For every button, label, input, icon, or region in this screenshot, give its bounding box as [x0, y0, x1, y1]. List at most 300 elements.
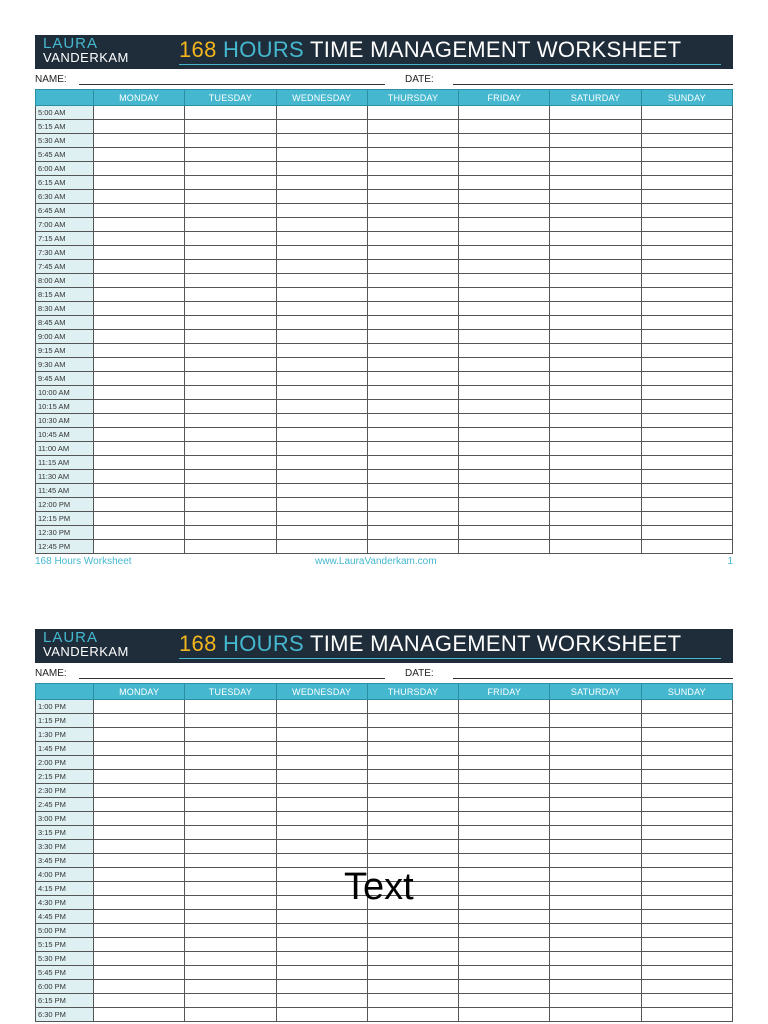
schedule-cell-friday[interactable]: [459, 924, 550, 938]
schedule-cell-friday[interactable]: [459, 540, 550, 554]
schedule-cell-sunday[interactable]: [641, 700, 732, 714]
schedule-cell-tuesday[interactable]: [185, 966, 276, 980]
schedule-cell-wednesday[interactable]: [276, 190, 367, 204]
schedule-cell-sunday[interactable]: [641, 134, 732, 148]
schedule-cell-sunday[interactable]: [641, 1008, 732, 1022]
schedule-cell-saturday[interactable]: [550, 400, 641, 414]
schedule-cell-saturday[interactable]: [550, 980, 641, 994]
schedule-cell-saturday[interactable]: [550, 700, 641, 714]
schedule-cell-tuesday[interactable]: [185, 260, 276, 274]
schedule-cell-friday[interactable]: [459, 456, 550, 470]
schedule-cell-tuesday[interactable]: [185, 714, 276, 728]
schedule-cell-monday[interactable]: [94, 246, 185, 260]
schedule-cell-monday[interactable]: [94, 980, 185, 994]
schedule-cell-monday[interactable]: [94, 714, 185, 728]
schedule-cell-tuesday[interactable]: [185, 756, 276, 770]
schedule-cell-monday[interactable]: [94, 162, 185, 176]
schedule-cell-wednesday[interactable]: [276, 840, 367, 854]
schedule-cell-wednesday[interactable]: [276, 400, 367, 414]
schedule-cell-monday[interactable]: [94, 700, 185, 714]
schedule-cell-monday[interactable]: [94, 274, 185, 288]
schedule-cell-wednesday[interactable]: [276, 330, 367, 344]
schedule-cell-thursday[interactable]: [367, 302, 458, 316]
schedule-cell-friday[interactable]: [459, 868, 550, 882]
schedule-cell-tuesday[interactable]: [185, 176, 276, 190]
schedule-cell-tuesday[interactable]: [185, 442, 276, 456]
schedule-cell-monday[interactable]: [94, 924, 185, 938]
schedule-cell-tuesday[interactable]: [185, 428, 276, 442]
schedule-cell-friday[interactable]: [459, 162, 550, 176]
schedule-cell-wednesday[interactable]: [276, 316, 367, 330]
schedule-cell-sunday[interactable]: [641, 484, 732, 498]
schedule-cell-wednesday[interactable]: [276, 784, 367, 798]
schedule-cell-tuesday[interactable]: [185, 302, 276, 316]
schedule-cell-tuesday[interactable]: [185, 288, 276, 302]
schedule-cell-friday[interactable]: [459, 840, 550, 854]
schedule-cell-sunday[interactable]: [641, 924, 732, 938]
schedule-cell-sunday[interactable]: [641, 218, 732, 232]
schedule-cell-monday[interactable]: [94, 386, 185, 400]
schedule-cell-monday[interactable]: [94, 840, 185, 854]
schedule-cell-thursday[interactable]: [367, 840, 458, 854]
schedule-cell-friday[interactable]: [459, 134, 550, 148]
schedule-cell-wednesday[interactable]: [276, 1008, 367, 1022]
schedule-cell-monday[interactable]: [94, 826, 185, 840]
schedule-cell-saturday[interactable]: [550, 868, 641, 882]
schedule-cell-thursday[interactable]: [367, 812, 458, 826]
schedule-cell-thursday[interactable]: [367, 260, 458, 274]
schedule-cell-tuesday[interactable]: [185, 148, 276, 162]
schedule-cell-thursday[interactable]: [367, 428, 458, 442]
schedule-cell-saturday[interactable]: [550, 386, 641, 400]
schedule-cell-wednesday[interactable]: [276, 980, 367, 994]
schedule-cell-thursday[interactable]: [367, 966, 458, 980]
schedule-cell-wednesday[interactable]: [276, 302, 367, 316]
footer-website-link[interactable]: www.LauraVanderkam.com: [315, 556, 437, 567]
schedule-cell-tuesday[interactable]: [185, 120, 276, 134]
schedule-cell-monday[interactable]: [94, 966, 185, 980]
schedule-cell-thursday[interactable]: [367, 190, 458, 204]
schedule-cell-thursday[interactable]: [367, 386, 458, 400]
schedule-cell-monday[interactable]: [94, 120, 185, 134]
schedule-cell-sunday[interactable]: [641, 770, 732, 784]
schedule-cell-thursday[interactable]: [367, 980, 458, 994]
schedule-cell-monday[interactable]: [94, 1008, 185, 1022]
schedule-cell-saturday[interactable]: [550, 134, 641, 148]
schedule-cell-friday[interactable]: [459, 484, 550, 498]
schedule-cell-thursday[interactable]: [367, 204, 458, 218]
schedule-cell-saturday[interactable]: [550, 372, 641, 386]
schedule-cell-tuesday[interactable]: [185, 204, 276, 218]
schedule-cell-friday[interactable]: [459, 910, 550, 924]
schedule-cell-wednesday[interactable]: [276, 812, 367, 826]
schedule-cell-thursday[interactable]: [367, 330, 458, 344]
schedule-cell-saturday[interactable]: [550, 316, 641, 330]
schedule-cell-sunday[interactable]: [641, 414, 732, 428]
schedule-cell-friday[interactable]: [459, 428, 550, 442]
schedule-cell-saturday[interactable]: [550, 204, 641, 218]
schedule-cell-thursday[interactable]: [367, 372, 458, 386]
schedule-cell-saturday[interactable]: [550, 442, 641, 456]
schedule-cell-tuesday[interactable]: [185, 372, 276, 386]
name-field[interactable]: [79, 84, 385, 85]
schedule-cell-friday[interactable]: [459, 770, 550, 784]
schedule-cell-thursday[interactable]: [367, 798, 458, 812]
schedule-cell-sunday[interactable]: [641, 854, 732, 868]
schedule-cell-saturday[interactable]: [550, 896, 641, 910]
schedule-cell-wednesday[interactable]: [276, 540, 367, 554]
schedule-cell-tuesday[interactable]: [185, 952, 276, 966]
schedule-cell-thursday[interactable]: [367, 512, 458, 526]
schedule-cell-monday[interactable]: [94, 938, 185, 952]
schedule-cell-saturday[interactable]: [550, 148, 641, 162]
schedule-cell-sunday[interactable]: [641, 428, 732, 442]
schedule-cell-monday[interactable]: [94, 526, 185, 540]
schedule-cell-wednesday[interactable]: [276, 148, 367, 162]
schedule-cell-monday[interactable]: [94, 400, 185, 414]
schedule-cell-wednesday[interactable]: [276, 952, 367, 966]
schedule-cell-wednesday[interactable]: [276, 526, 367, 540]
schedule-cell-wednesday[interactable]: [276, 470, 367, 484]
schedule-cell-sunday[interactable]: [641, 400, 732, 414]
schedule-cell-tuesday[interactable]: [185, 700, 276, 714]
schedule-cell-tuesday[interactable]: [185, 882, 276, 896]
schedule-cell-wednesday[interactable]: [276, 484, 367, 498]
schedule-cell-thursday[interactable]: [367, 316, 458, 330]
schedule-cell-monday[interactable]: [94, 868, 185, 882]
schedule-cell-sunday[interactable]: [641, 232, 732, 246]
schedule-cell-friday[interactable]: [459, 204, 550, 218]
schedule-cell-thursday[interactable]: [367, 344, 458, 358]
schedule-cell-saturday[interactable]: [550, 966, 641, 980]
schedule-cell-tuesday[interactable]: [185, 540, 276, 554]
schedule-cell-thursday[interactable]: [367, 400, 458, 414]
schedule-cell-tuesday[interactable]: [185, 910, 276, 924]
date-field[interactable]: [453, 84, 733, 85]
schedule-cell-thursday[interactable]: [367, 526, 458, 540]
schedule-cell-thursday[interactable]: [367, 700, 458, 714]
schedule-cell-friday[interactable]: [459, 952, 550, 966]
schedule-cell-monday[interactable]: [94, 232, 185, 246]
schedule-cell-tuesday[interactable]: [185, 938, 276, 952]
schedule-cell-friday[interactable]: [459, 120, 550, 134]
schedule-cell-monday[interactable]: [94, 148, 185, 162]
schedule-cell-wednesday[interactable]: [276, 232, 367, 246]
schedule-cell-saturday[interactable]: [550, 840, 641, 854]
schedule-cell-thursday[interactable]: [367, 148, 458, 162]
schedule-cell-friday[interactable]: [459, 896, 550, 910]
schedule-cell-monday[interactable]: [94, 742, 185, 756]
schedule-cell-tuesday[interactable]: [185, 526, 276, 540]
schedule-cell-thursday[interactable]: [367, 1008, 458, 1022]
schedule-cell-saturday[interactable]: [550, 512, 641, 526]
schedule-cell-thursday[interactable]: [367, 910, 458, 924]
schedule-cell-sunday[interactable]: [641, 728, 732, 742]
schedule-cell-friday[interactable]: [459, 232, 550, 246]
schedule-cell-friday[interactable]: [459, 316, 550, 330]
schedule-cell-thursday[interactable]: [367, 176, 458, 190]
schedule-cell-sunday[interactable]: [641, 358, 732, 372]
schedule-cell-saturday[interactable]: [550, 232, 641, 246]
schedule-cell-sunday[interactable]: [641, 316, 732, 330]
schedule-cell-saturday[interactable]: [550, 526, 641, 540]
schedule-cell-tuesday[interactable]: [185, 896, 276, 910]
schedule-cell-monday[interactable]: [94, 512, 185, 526]
schedule-cell-monday[interactable]: [94, 770, 185, 784]
schedule-cell-sunday[interactable]: [641, 120, 732, 134]
schedule-cell-wednesday[interactable]: [276, 344, 367, 358]
schedule-cell-friday[interactable]: [459, 1008, 550, 1022]
schedule-cell-friday[interactable]: [459, 442, 550, 456]
schedule-cell-tuesday[interactable]: [185, 246, 276, 260]
schedule-cell-saturday[interactable]: [550, 120, 641, 134]
schedule-cell-monday[interactable]: [94, 498, 185, 512]
schedule-cell-tuesday[interactable]: [185, 742, 276, 756]
schedule-cell-sunday[interactable]: [641, 302, 732, 316]
schedule-cell-sunday[interactable]: [641, 330, 732, 344]
schedule-cell-friday[interactable]: [459, 274, 550, 288]
schedule-cell-sunday[interactable]: [641, 260, 732, 274]
schedule-cell-tuesday[interactable]: [185, 798, 276, 812]
schedule-cell-saturday[interactable]: [550, 770, 641, 784]
schedule-cell-sunday[interactable]: [641, 526, 732, 540]
schedule-cell-tuesday[interactable]: [185, 498, 276, 512]
schedule-cell-sunday[interactable]: [641, 938, 732, 952]
schedule-cell-monday[interactable]: [94, 784, 185, 798]
schedule-cell-monday[interactable]: [94, 896, 185, 910]
schedule-cell-saturday[interactable]: [550, 358, 641, 372]
schedule-cell-thursday[interactable]: [367, 442, 458, 456]
schedule-cell-friday[interactable]: [459, 176, 550, 190]
schedule-cell-sunday[interactable]: [641, 826, 732, 840]
schedule-cell-tuesday[interactable]: [185, 274, 276, 288]
schedule-cell-saturday[interactable]: [550, 784, 641, 798]
schedule-cell-sunday[interactable]: [641, 246, 732, 260]
schedule-cell-friday[interactable]: [459, 512, 550, 526]
schedule-cell-saturday[interactable]: [550, 190, 641, 204]
schedule-cell-saturday[interactable]: [550, 484, 641, 498]
schedule-cell-monday[interactable]: [94, 484, 185, 498]
schedule-cell-wednesday[interactable]: [276, 134, 367, 148]
schedule-cell-friday[interactable]: [459, 700, 550, 714]
schedule-cell-tuesday[interactable]: [185, 358, 276, 372]
schedule-cell-thursday[interactable]: [367, 994, 458, 1008]
schedule-cell-saturday[interactable]: [550, 924, 641, 938]
schedule-cell-wednesday[interactable]: [276, 742, 367, 756]
schedule-cell-saturday[interactable]: [550, 994, 641, 1008]
schedule-cell-thursday[interactable]: [367, 470, 458, 484]
schedule-cell-saturday[interactable]: [550, 798, 641, 812]
schedule-cell-saturday[interactable]: [550, 498, 641, 512]
schedule-cell-monday[interactable]: [94, 372, 185, 386]
schedule-cell-monday[interactable]: [94, 994, 185, 1008]
schedule-cell-thursday[interactable]: [367, 742, 458, 756]
schedule-cell-sunday[interactable]: [641, 274, 732, 288]
schedule-cell-monday[interactable]: [94, 134, 185, 148]
schedule-cell-wednesday[interactable]: [276, 218, 367, 232]
schedule-cell-wednesday[interactable]: [276, 386, 367, 400]
schedule-cell-tuesday[interactable]: [185, 826, 276, 840]
schedule-cell-sunday[interactable]: [641, 540, 732, 554]
schedule-cell-saturday[interactable]: [550, 540, 641, 554]
schedule-cell-tuesday[interactable]: [185, 980, 276, 994]
schedule-cell-monday[interactable]: [94, 288, 185, 302]
schedule-cell-monday[interactable]: [94, 952, 185, 966]
schedule-cell-thursday[interactable]: [367, 952, 458, 966]
schedule-cell-wednesday[interactable]: [276, 162, 367, 176]
schedule-cell-monday[interactable]: [94, 728, 185, 742]
schedule-cell-tuesday[interactable]: [185, 728, 276, 742]
schedule-cell-sunday[interactable]: [641, 882, 732, 896]
schedule-cell-monday[interactable]: [94, 204, 185, 218]
schedule-cell-tuesday[interactable]: [185, 344, 276, 358]
schedule-cell-thursday[interactable]: [367, 498, 458, 512]
schedule-cell-sunday[interactable]: [641, 498, 732, 512]
schedule-cell-thursday[interactable]: [367, 232, 458, 246]
schedule-cell-sunday[interactable]: [641, 868, 732, 882]
schedule-cell-tuesday[interactable]: [185, 1008, 276, 1022]
schedule-cell-tuesday[interactable]: [185, 106, 276, 120]
schedule-cell-thursday[interactable]: [367, 784, 458, 798]
schedule-cell-saturday[interactable]: [550, 910, 641, 924]
schedule-cell-monday[interactable]: [94, 414, 185, 428]
schedule-cell-thursday[interactable]: [367, 484, 458, 498]
schedule-cell-tuesday[interactable]: [185, 770, 276, 784]
schedule-cell-saturday[interactable]: [550, 330, 641, 344]
schedule-cell-sunday[interactable]: [641, 176, 732, 190]
schedule-cell-saturday[interactable]: [550, 302, 641, 316]
schedule-cell-saturday[interactable]: [550, 470, 641, 484]
schedule-cell-tuesday[interactable]: [185, 414, 276, 428]
schedule-cell-wednesday[interactable]: [276, 770, 367, 784]
schedule-cell-wednesday[interactable]: [276, 456, 367, 470]
schedule-cell-thursday[interactable]: [367, 924, 458, 938]
schedule-cell-friday[interactable]: [459, 400, 550, 414]
schedule-cell-tuesday[interactable]: [185, 924, 276, 938]
schedule-cell-sunday[interactable]: [641, 994, 732, 1008]
schedule-cell-sunday[interactable]: [641, 980, 732, 994]
schedule-cell-friday[interactable]: [459, 218, 550, 232]
schedule-cell-saturday[interactable]: [550, 714, 641, 728]
schedule-cell-saturday[interactable]: [550, 414, 641, 428]
schedule-cell-friday[interactable]: [459, 330, 550, 344]
schedule-cell-monday[interactable]: [94, 854, 185, 868]
schedule-cell-tuesday[interactable]: [185, 330, 276, 344]
schedule-cell-sunday[interactable]: [641, 784, 732, 798]
schedule-cell-wednesday[interactable]: [276, 714, 367, 728]
schedule-cell-friday[interactable]: [459, 386, 550, 400]
schedule-cell-wednesday[interactable]: [276, 246, 367, 260]
schedule-cell-friday[interactable]: [459, 106, 550, 120]
schedule-cell-friday[interactable]: [459, 344, 550, 358]
schedule-cell-sunday[interactable]: [641, 288, 732, 302]
schedule-cell-monday[interactable]: [94, 470, 185, 484]
schedule-cell-saturday[interactable]: [550, 106, 641, 120]
schedule-cell-friday[interactable]: [459, 246, 550, 260]
schedule-cell-saturday[interactable]: [550, 274, 641, 288]
schedule-cell-monday[interactable]: [94, 176, 185, 190]
schedule-cell-saturday[interactable]: [550, 260, 641, 274]
schedule-cell-saturday[interactable]: [550, 218, 641, 232]
schedule-cell-wednesday[interactable]: [276, 442, 367, 456]
schedule-cell-friday[interactable]: [459, 414, 550, 428]
schedule-cell-tuesday[interactable]: [185, 784, 276, 798]
schedule-cell-sunday[interactable]: [641, 742, 732, 756]
schedule-cell-thursday[interactable]: [367, 756, 458, 770]
schedule-cell-tuesday[interactable]: [185, 316, 276, 330]
schedule-cell-saturday[interactable]: [550, 882, 641, 896]
schedule-cell-tuesday[interactable]: [185, 994, 276, 1008]
schedule-cell-monday[interactable]: [94, 456, 185, 470]
schedule-cell-wednesday[interactable]: [276, 106, 367, 120]
schedule-cell-sunday[interactable]: [641, 896, 732, 910]
schedule-cell-wednesday[interactable]: [276, 924, 367, 938]
schedule-cell-wednesday[interactable]: [276, 910, 367, 924]
schedule-cell-sunday[interactable]: [641, 204, 732, 218]
schedule-cell-wednesday[interactable]: [276, 994, 367, 1008]
schedule-cell-sunday[interactable]: [641, 910, 732, 924]
schedule-cell-wednesday[interactable]: [276, 966, 367, 980]
schedule-cell-thursday[interactable]: [367, 826, 458, 840]
schedule-cell-friday[interactable]: [459, 526, 550, 540]
schedule-cell-monday[interactable]: [94, 302, 185, 316]
schedule-cell-sunday[interactable]: [641, 148, 732, 162]
schedule-cell-sunday[interactable]: [641, 372, 732, 386]
date-field[interactable]: [453, 678, 733, 679]
schedule-cell-monday[interactable]: [94, 344, 185, 358]
schedule-cell-monday[interactable]: [94, 756, 185, 770]
schedule-cell-saturday[interactable]: [550, 812, 641, 826]
schedule-cell-friday[interactable]: [459, 288, 550, 302]
schedule-cell-thursday[interactable]: [367, 120, 458, 134]
schedule-cell-tuesday[interactable]: [185, 840, 276, 854]
schedule-cell-thursday[interactable]: [367, 246, 458, 260]
schedule-cell-wednesday[interactable]: [276, 176, 367, 190]
schedule-cell-friday[interactable]: [459, 148, 550, 162]
schedule-cell-wednesday[interactable]: [276, 260, 367, 274]
schedule-cell-wednesday[interactable]: [276, 428, 367, 442]
schedule-cell-sunday[interactable]: [641, 756, 732, 770]
schedule-cell-thursday[interactable]: [367, 714, 458, 728]
schedule-cell-saturday[interactable]: [550, 756, 641, 770]
schedule-cell-tuesday[interactable]: [185, 162, 276, 176]
schedule-cell-monday[interactable]: [94, 260, 185, 274]
schedule-cell-friday[interactable]: [459, 966, 550, 980]
schedule-cell-thursday[interactable]: [367, 728, 458, 742]
schedule-cell-monday[interactable]: [94, 190, 185, 204]
schedule-cell-tuesday[interactable]: [185, 400, 276, 414]
schedule-cell-tuesday[interactable]: [185, 512, 276, 526]
schedule-cell-tuesday[interactable]: [185, 232, 276, 246]
schedule-cell-monday[interactable]: [94, 316, 185, 330]
schedule-cell-wednesday[interactable]: [276, 274, 367, 288]
schedule-cell-wednesday[interactable]: [276, 372, 367, 386]
schedule-cell-monday[interactable]: [94, 798, 185, 812]
schedule-cell-friday[interactable]: [459, 980, 550, 994]
schedule-cell-monday[interactable]: [94, 428, 185, 442]
schedule-cell-friday[interactable]: [459, 826, 550, 840]
schedule-cell-saturday[interactable]: [550, 1008, 641, 1022]
schedule-cell-sunday[interactable]: [641, 714, 732, 728]
schedule-cell-sunday[interactable]: [641, 456, 732, 470]
schedule-cell-tuesday[interactable]: [185, 456, 276, 470]
schedule-cell-saturday[interactable]: [550, 456, 641, 470]
schedule-cell-saturday[interactable]: [550, 826, 641, 840]
name-field[interactable]: [79, 678, 385, 679]
schedule-cell-monday[interactable]: [94, 882, 185, 896]
schedule-cell-friday[interactable]: [459, 882, 550, 896]
schedule-cell-friday[interactable]: [459, 784, 550, 798]
